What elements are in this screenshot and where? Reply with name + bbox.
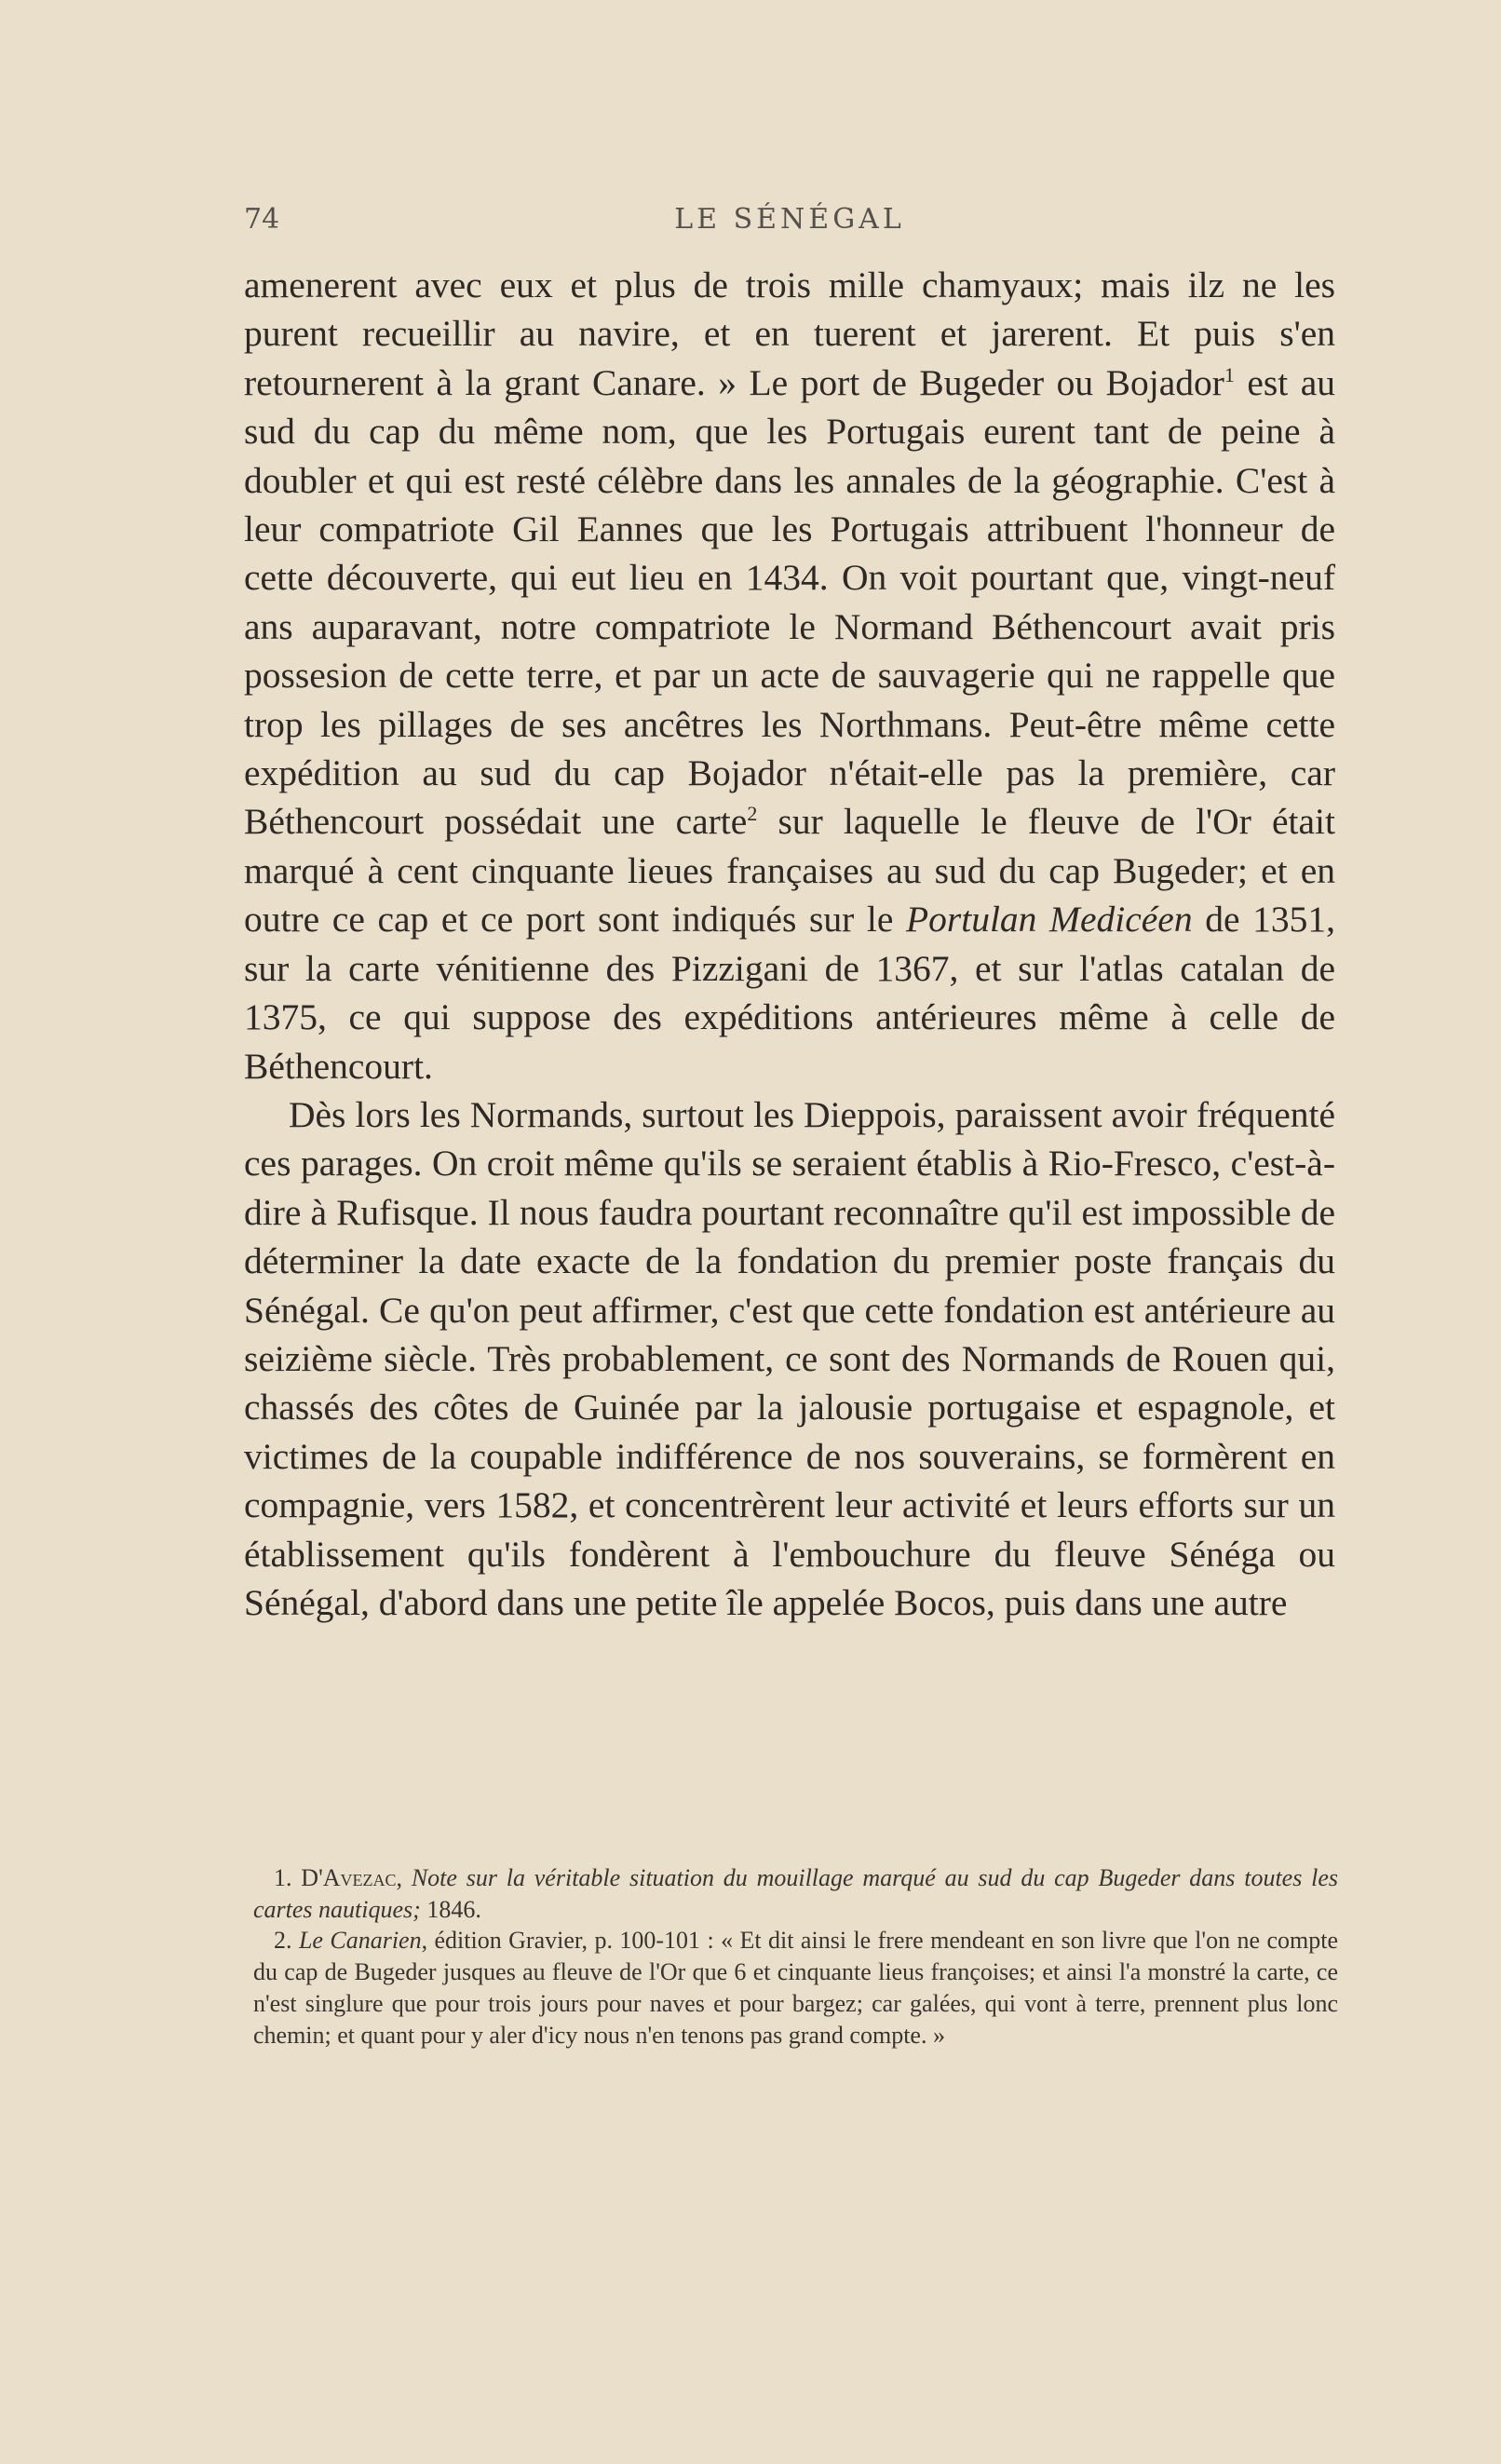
footnote-1-year: 1846. [420,1895,481,1923]
paragraph-1-text-b: est au sud du cap du même nom, que les Portugais eurent tant de peine à doubler et qui est resté célèbre dans les annales de la géographie. C'est à leur compatriote Gil Eannes que les Portugais attribuent l'honneur de cette découverte, qui eut lieu en 1434. On voit pourtant que, vingt-neuf ans auparavant, notre compatriote le Normand Béthencourt avait pris possesion de cette terre, et par un acte de sauvagerie qui ne rappelle que trop les pillages de ses ancêtres les Northmans. Peut-être même cette expédition au sud du cap Bojador n'était-elle pas la première, car Béthencourt possédait une carte [244,361,1335,843]
footnote-ref-1: 1 [1224,362,1235,386]
footnote-1-author: D'Avezac [301,1864,397,1891]
footnote-2 [253,1925,1338,2051]
footnote-1-separator: , [396,1864,412,1891]
footnote-1-number: 1. [274,1864,292,1891]
page-number: 74 [244,203,280,236]
body-text [244,261,1335,1627]
page-header [244,203,1335,240]
footnote-2-title: Le Canarien [298,1927,422,1955]
footnotes [253,1862,1338,2051]
paragraph-1 [244,261,1335,1090]
footnote-1 [253,1862,1338,1925]
footnote-ref-2: 2 [747,802,758,826]
paragraph-1-text-d: de 1351, sur la carte vénitienne des Pizzigani de 1367, et sur l'atlas catalan de 1375, ce qui suppose des expéditions antérieures même à celle de Béthencourt. [244,899,1335,1087]
paragraph-1-text-c: sur laquelle le fleuve de l'Or était marqué à cent cinquante lieues françaises au sud du cap Bugeder; et en outre ce cap et ce port sont indiqués sur le [244,801,1335,941]
paragraph-1-text-a: amenerent avec eux et plus de trois mille chamyaux; mais ilz ne les purent recueillir au navire, et en tuerent et jarerent. Et puis s'en retournerent à la grant Canare. » Le port de Bugeder ou Bojador [244,264,1335,403]
footnote-2-number: 2. [274,1927,292,1955]
footnote-1-title: Note sur la véritable situation du mouillage marqué au sud du cap Bugeder dans toutes les cartes nautiques; [253,1864,1339,1923]
footnote-2-text: , édition Gravier, p. 100-101 : « Et dit ainsi le frere mendeant en son livre que l'on ne compte du cap de Bugeder jusques au fleuve de l'Or que 6 et cinquante lieus françoises; et ainsi l'a monstré la carte, ce n'est singlure que pour trois jours pour naves et pour bargez; car galées, qui vont à terre, prennent plus lonc chemin; et quant pour y aler d'icy nous n'en tenons pas grand compte. » [253,1927,1339,2049]
paragraph-2: Dès lors les Normands, surtout les Dieppois, paraissent avoir fréquenté ces parages. On croit même qu'ils se seraient établis à Rio-Fresco, c'est-à-dire à Rufisque. Il nous faudra pourtant reconnaître qu'il est impossible de déterminer la date exacte de la fondation du premier poste français du Sénégal. Ce qu'on peut affirmer, c'est que cette fondation est antérieure au seizième siècle. Très probablement, ce sont des Normands de Rouen qui, chassés des côtes de Guinée par la jalousie portugaise et espagnole, et victimes de la coupable indifférence de nos souverains, se formèrent en compagnie, vers 1582, et concentrèrent leur activité et leurs efforts sur un établissement qu'ils fondèrent à l'embouchure du fleuve Sénéga ou Sénégal, d'abord dans une petite île appelée Bocos, puis dans une autre [244,1093,1335,1623]
running-title: LE SÉNÉGAL [674,203,905,236]
portulan-title: Portulan Medicéen [905,899,1193,941]
